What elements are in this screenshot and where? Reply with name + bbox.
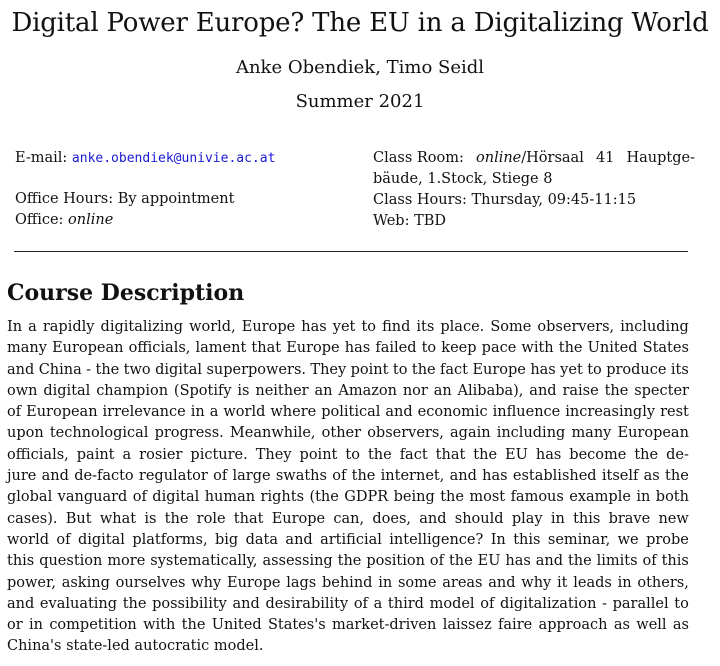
- paragraph-line: or in competition with the United States's market-driven laissez faire approach as well as: [7, 617, 689, 634]
- paragraph-line: this question more systematically, assessing the position of the EU has and the limits of this: [7, 553, 689, 570]
- class-hours-row: [373, 190, 695, 211]
- class-room-line2: bäude, 1.Stock, Stiege 8: [373, 171, 553, 187]
- contact-info: [15, 148, 355, 231]
- section-heading: Course Description: [7, 280, 245, 306]
- class-room-building-start: Hauptge-: [626, 150, 695, 166]
- class-room-row: [373, 148, 695, 169]
- class-hours-label: Class Hours:: [373, 192, 467, 208]
- course-info: [373, 148, 695, 232]
- course-description-paragraph: [7, 317, 689, 658]
- document-title: Digital Power Europe? The EU in a Digitalizing World: [11, 8, 709, 38]
- paragraph-line: officials, paint a rosier picture. They point to the fact that the EU has become the de-: [7, 446, 689, 463]
- paragraph-line: many European officials, lament that Europe has failed to keep pace with the United States: [7, 340, 689, 357]
- document-term: Summer 2021: [295, 91, 425, 112]
- paragraph-line: global vanguard of digital human rights (the GDPR being the most famous example in both: [7, 489, 689, 506]
- paragraph-line: power, asking ourselves why Europe lags behind in some areas and why it leads in others,: [7, 574, 689, 591]
- web-value: TBD: [414, 213, 447, 229]
- paragraph-line: own digital champion (Spotify is neither an Amazon nor an Alibaba), and raise the specter: [7, 382, 689, 399]
- class-hours-value: Thursday, 09:45-11:15: [471, 192, 637, 208]
- paragraph-line: In a rapidly digitalizing world, Europe has yet to find its place. Some observers, including: [7, 319, 689, 335]
- office-hours-row: [15, 189, 355, 210]
- paragraph-line: of European irrelevance in a world where political and economic influence increasingly rest: [7, 404, 689, 421]
- email-link[interactable]: anke.obendiek@univie.ac.at: [71, 151, 276, 166]
- office-value: online: [68, 212, 114, 228]
- email-label: E-mail:: [15, 150, 68, 166]
- paragraph-line: upon technological progress. Meanwhile, other observers, again including many European: [7, 425, 689, 442]
- email-row: [15, 148, 355, 169]
- class-room-sep: /Hörsaal: [521, 150, 584, 166]
- paragraph-line: cases). But what is the role that Europe can, does, and should play in this brave new: [7, 510, 689, 527]
- paragraph-line: jure and de-facto regulator of large swaths of the internet, and has established itself as the: [7, 468, 689, 485]
- paragraph-line: and evaluating the possibility and desirability of a third model of digitalization - parallel to: [7, 595, 689, 612]
- class-room-location: [476, 148, 584, 169]
- paragraph-line: world of digital platforms, big data and artificial intelligence? In this seminar, we probe: [7, 531, 689, 548]
- class-room-label: Class Room:: [373, 150, 464, 166]
- paragraph-line: China's state-led autocratic model.: [7, 638, 264, 655]
- class-room-number: 41: [595, 150, 615, 166]
- web-row: [373, 211, 695, 232]
- web-label: Web:: [373, 213, 410, 229]
- office-hours-value: By appointment: [117, 191, 235, 207]
- class-room-mode: online: [476, 150, 522, 166]
- office-hours-label: Office Hours:: [15, 191, 114, 207]
- class-room-row-continued: [373, 169, 695, 190]
- document-authors: Anke Obendiek, Timo Seidl: [235, 57, 485, 78]
- horizontal-divider: [14, 251, 688, 252]
- paragraph-line: and China - the two digital superpowers. They point to the fact Europe has yet to produce its: [7, 361, 689, 378]
- office-label: Office:: [15, 212, 64, 228]
- office-row: [15, 210, 355, 231]
